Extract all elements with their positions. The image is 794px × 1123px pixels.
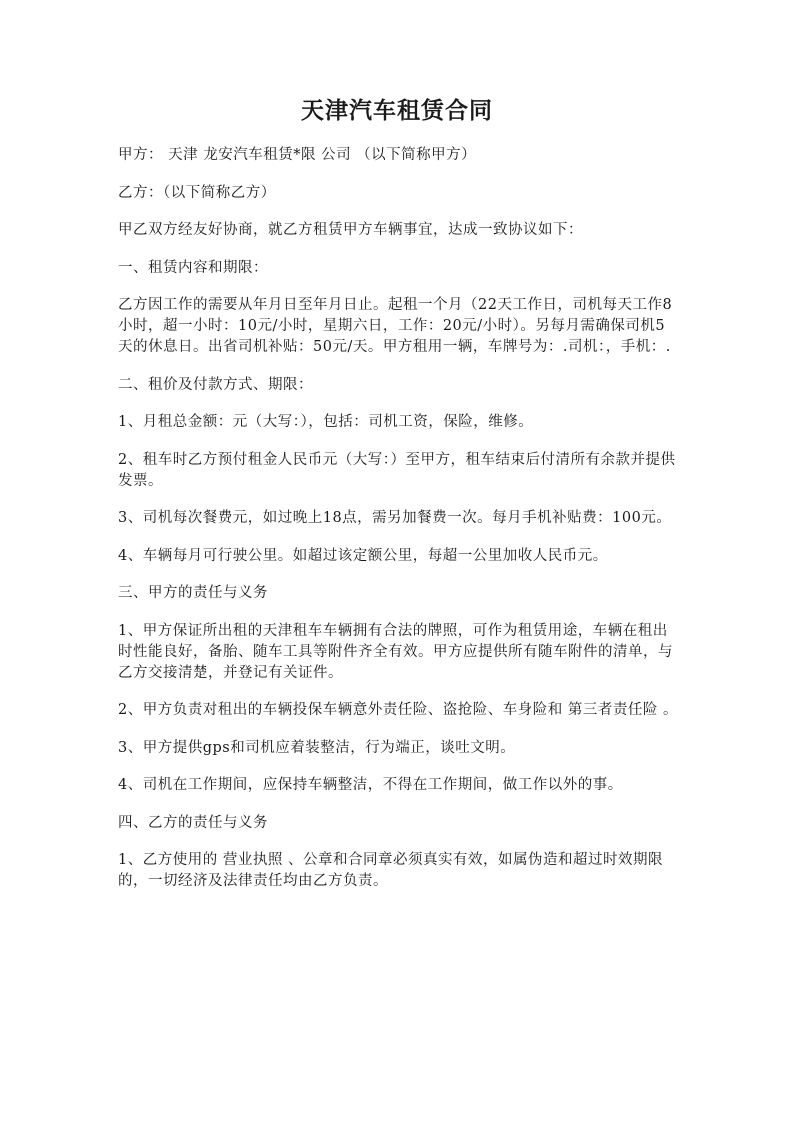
clause-3-2: 2、甲方负责对租出的车辆投保车辆意外责任险、盗抢险、车身险和 第三者责任险 。 [118, 702, 678, 718]
party-b-line: 乙方：（以下简称乙方） [118, 184, 276, 201]
clause-2-1: 1、月租总金额：元（大写：），包括：司机工资，保险，维修。 [118, 414, 534, 430]
clause-3-4: 4、司机在工作期间，应保持车辆整洁，不得在工作期间，做工作以外的事。 [118, 777, 623, 793]
section-heading-3: 三、甲方的责任与义务 [118, 585, 268, 601]
clause-3-1: 1、甲方保证所出租的天津租车车辆拥有合法的牌照，可作为租赁用途，车辆在租出时性能良好，备胎、随车工具等附件齐全有效。甲方应提供所有随车附件的清单，与乙方交接清楚，并登记有关证件。 [118, 622, 673, 681]
document-body [118, 145, 678, 909]
document-title: 天津汽车租赁合同 [301, 97, 493, 124]
party-a-line: 甲方： 天津 龙安汽车租赁*限 公司 （以下简称甲方） [118, 147, 477, 163]
section-heading-1: 一、租赁内容和期限： [118, 259, 268, 276]
clause-2-4: 4、车辆每月可行驶公里。如超过该定额公里，每超一公里加收人民币元。 [118, 547, 608, 564]
section-1-body: 乙方因工作的需要从年月日至年月日止。起租一个月（22天工作日，司机每天工作8小时，超一小时：10元/小时，星期六日，工作：20元/小时）。另每月需确保司机5天的休息日。出省司机补贴：50元/天。甲方租用一辆，车牌号为：.司机：，手机：. [118, 297, 673, 355]
section-heading-2: 二、租价及付款方式、期限： [118, 376, 313, 393]
section-heading-4: 四、乙方的责任与义务 [118, 814, 268, 831]
clause-2-2: 2、租车时乙方预付租金人民币元（大写：）至甲方，租车结束后付清所有余款并提供发票。 [118, 451, 676, 489]
clause-2-3: 3、司机每次餐费元，如过晚上18点，需另加餐费一次。每月手机补贴费：100元。 [118, 510, 672, 526]
clause-4-1: 1、乙方使用的 营业执照 、公章和合同章必须真实有效，如属伪造和超过时效期限的，一切经济及法律责任均由乙方负责。 [118, 852, 663, 889]
agreement-intro: 甲乙双方经友好协商，就乙方租赁甲方车辆事宜，达成一致协议如下： [118, 222, 583, 238]
clause-3-3: 3、甲方提供gps和司机应着装整洁，行为端正，谈吐文明。 [118, 739, 516, 756]
